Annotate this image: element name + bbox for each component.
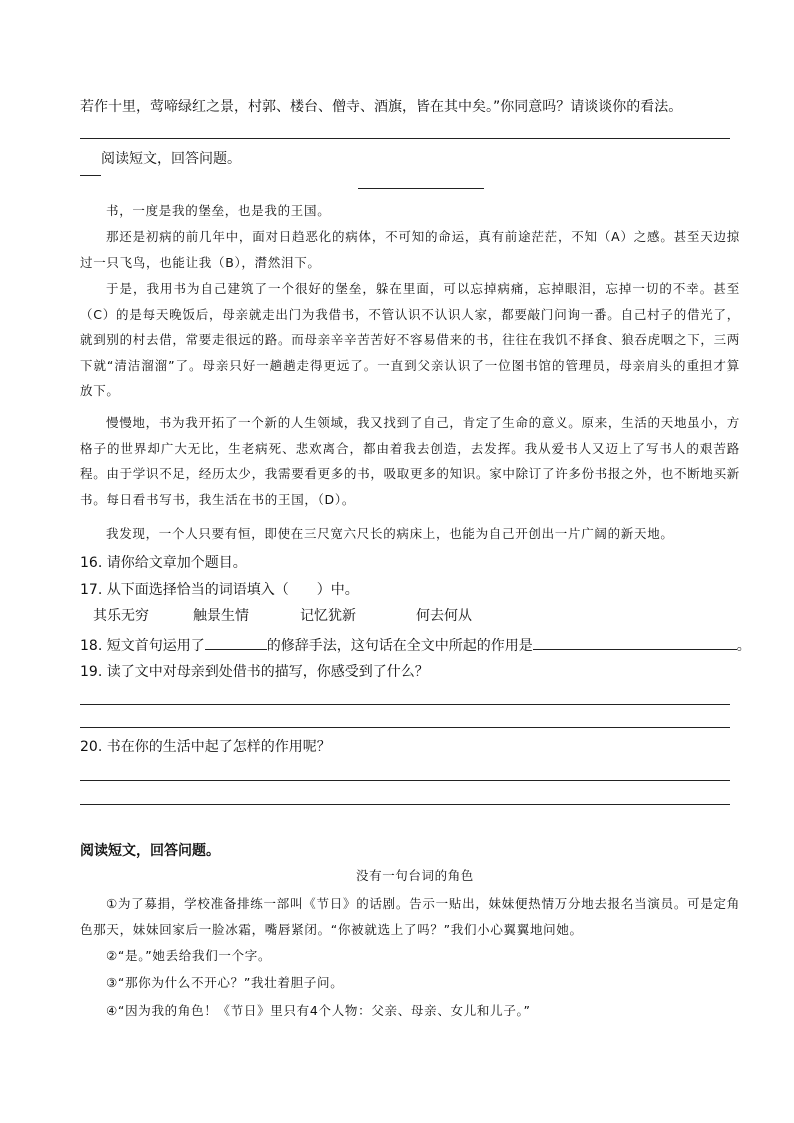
answer-line[interactable]: [80, 780, 730, 781]
question-18-part1: 18. 短文首句运用了: [80, 638, 205, 654]
passage-paragraph: ①为了募捐，学校准备排练一部叫《节日》的话剧。告示一贴出，妹妹便热情万分地去报名当演员。可是定角色那天，妹妹回家后一脸冰霜，嘴唇紧闭。“你被就选上了吗？”我们小心翼翼地问她。: [80, 896, 740, 937]
word-option: 记忆犹新: [300, 608, 356, 624]
passage-paragraph: ③“那你为什么不开心？”我壮着胆子问。: [106, 975, 344, 990]
passage-paragraph: 慢慢地，书为我开拓了一个新的人生领域，我又找到了自己，肯定了生命的意义。原来，生活的天地虽小，方格子的世界却广大无比，生老病死、悲欢离合，都由着我去创造，去发挥。我从爱书人又迈上了写书人的艰苦路程。由于学识不足，经历太少，我需要看更多的书，吸取更多的知识。家中除订了许多份书报之外，也不断地买新书。每日看书写书，我生活在书的王国，（D）。: [80, 415, 741, 507]
question-18-end: 。: [736, 638, 751, 654]
question-18: [80, 636, 751, 655]
answer-line[interactable]: [80, 727, 730, 728]
question-16: 16. 请你给文章加个题目。: [80, 555, 247, 571]
section-number-blank[interactable]: [80, 175, 101, 176]
word-option: 触景生情: [193, 608, 249, 624]
section-title: 阅读短文，回答问题。: [80, 843, 220, 859]
question-19: 19. 读了文中对母亲到处借书的描写，你感受到了什么？: [80, 664, 429, 680]
carryover-question-line: 若作十里，莺啼绿红之景，村郭、楼台、僧寺、酒旗，皆在其中矣。”你同意吗？请谈谈你的看法。: [80, 99, 683, 115]
rhetoric-blank[interactable]: [205, 636, 267, 650]
word-option: 其乐无穷: [93, 608, 149, 624]
function-blank[interactable]: [533, 636, 737, 650]
answer-line[interactable]: [80, 704, 730, 705]
passage-paragraph: 我发现，一个人只要有恒，即使在三尺宽六尺长的病床上，也能为自己开创出一片广阔的新天地。: [106, 526, 674, 541]
passage-paragraph: 于是，我用书为自己建筑了一个很好的堡垒，躲在里面，可以忘掉病痛，忘掉眼泪，忘掉一切的不幸。甚至（C）的是每天晚饭后，母亲就走出门为我借书，不管认识不认识人家，都要敲门问询一番。自己村子的借光了，就到别的村去借，常要走很远的路。而母亲辛辛苦苦好不容易借来的书，往往在我饥不择食、狼吞虎咽之下，三两下就“清洁溜溜”了。母亲只好一趟趟走得更远了。一直到父亲认识了一位图书馆的管理员，母亲肩头的重担才算放下。: [80, 281, 741, 399]
passage-paragraph: ②“是。”她丢给我们一个字。: [106, 948, 272, 963]
answer-line[interactable]: [80, 138, 730, 139]
question-20: 20. 书在你的生活中起了怎样的作用呢？: [80, 739, 331, 755]
passage-title: 没有一句台词的角色: [356, 868, 474, 883]
passage-paragraph: ④“因为我的角色！《节日》里只有4个人物：父亲、母亲、女儿和儿子。”: [106, 1003, 531, 1018]
word-option: 何去何从: [416, 608, 472, 624]
question-17: 17. 从下面选择恰当的词语填入（ ）中。: [80, 582, 359, 598]
answer-line[interactable]: [80, 804, 730, 805]
passage-paragraph: 书，一度是我的堡垒，也是我的王国。: [106, 203, 331, 218]
passage-paragraph: 那还是初病的前几年中，面对日趋恶化的病体，不可知的命运，真有前途茫茫，不知（A）之感。甚至天边掠过一只飞鸟，也能让我（B），潸然泪下。: [80, 229, 740, 270]
passage-title-blank[interactable]: [358, 188, 484, 189]
section-title: 阅读短文，回答问题。: [101, 151, 241, 167]
question-18-part2: 的修辞手法，这句话在全文中所起的作用是: [266, 638, 533, 654]
